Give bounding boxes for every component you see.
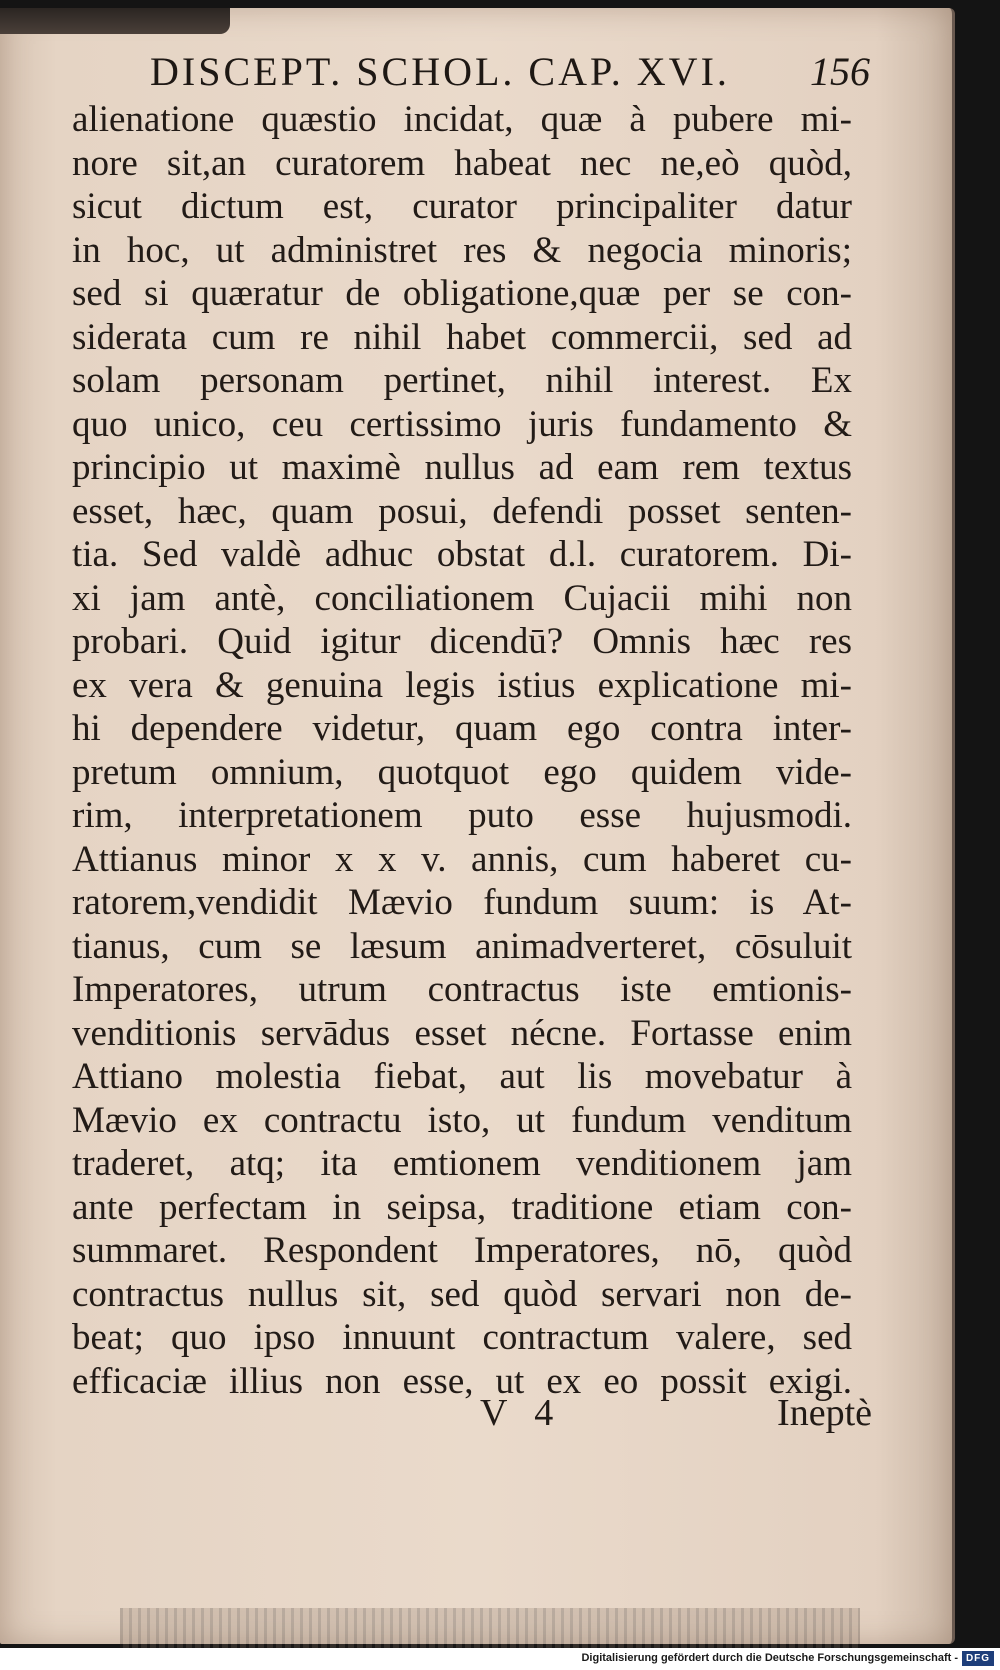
book-page [0, 8, 955, 1644]
text-line: in hoc, ut administret res & negocia minoris; [72, 229, 852, 271]
signature-mark: V 4 [480, 1392, 554, 1434]
page-footer [72, 1391, 872, 1441]
text-line: venditionis servādus esset nécne. Fortasse enim [72, 1012, 852, 1054]
text-line: rim, interpretationem puto esse hujusmodi. [72, 795, 852, 836]
text-line: siderata cum re nihil habet commercii, sed ad [72, 316, 852, 358]
page-top-shadow [0, 8, 230, 34]
credit-text: Digitalisierung gefördert durch die Deutsche Forschungsgemeinschaft - [581, 1652, 958, 1664]
text-line: Mævio ex contractu isto, ut fundum venditum [72, 1099, 852, 1141]
text-line: solam personam pertinet, nihil interest. Ex [72, 360, 852, 401]
running-head: DISCEPT. SCHOL. CAP. XVI. [150, 49, 730, 94]
body-text [72, 98, 852, 1403]
text-line: ante perfectam in seipsa, traditione etiam con- [72, 1186, 852, 1228]
binding-shadow [120, 1608, 860, 1648]
text-line: tia. Sed valdè adhuc obstat d.l. curatorem. Di- [72, 534, 852, 575]
text-line: principio ut maximè nullus ad eam rem textus [72, 447, 852, 488]
text-line: sed si quæratur de obligatione,quæ per se con- [72, 273, 852, 314]
text-line: tianus, cum se læsum animadverteret, cōsuluit [72, 925, 852, 967]
text-line: Attianus minor x x v. annis, cum haberet cu- [72, 838, 852, 880]
text-line: esset, hæc, quam posui, defendi posset senten- [72, 490, 852, 532]
text-line: quo unico, ceu certissimo juris fundamento & [72, 403, 852, 445]
text-line: efficaciæ illius non esse, ut ex eo possit exigi. [72, 1360, 852, 1402]
text-line: traderet, atq; ita emtionem venditionem jam [72, 1143, 852, 1184]
dfg-logo-icon: DFG [962, 1651, 994, 1666]
text-line: contractus nullus sit, sed quòd servari non de- [72, 1273, 852, 1315]
catchword: Ineptè [777, 1392, 872, 1434]
text-line: ex vera & genuina legis istius explicatione mi- [72, 664, 852, 706]
text-line: sicut dictum est, curator principaliter datur [72, 186, 852, 227]
page-number: 156 [810, 49, 870, 94]
text-line: summaret. Respondent Imperatores, nō, quòd [72, 1230, 852, 1271]
text-line: Attiano molestia fiebat, aut lis movebatur à [72, 1056, 852, 1097]
page-header [150, 48, 870, 98]
text-line: xi jam antè, conciliationem Cujacii mihi non [72, 577, 852, 619]
text-line: ratorem,vendidit Mævio fundum suum: is At- [72, 882, 852, 923]
text-line: nore sit,an curatorem habeat nec ne,eò quòd, [72, 142, 852, 184]
text-line: Imperatores, utrum contractus iste emtionis- [72, 969, 852, 1010]
credit-bar [0, 1648, 1000, 1670]
text-line: hi dependere videtur, quam ego contra inter- [72, 708, 852, 749]
text-line: alienatione quæstio incidat, quæ à pubere mi- [72, 99, 852, 140]
text-line: pretum omnium, quotquot ego quidem vide- [72, 751, 852, 793]
text-line: beat; quo ipso innuunt contractum valere, sed [72, 1317, 852, 1358]
text-line: probari. Quid igitur dicendū? Omnis hæc res [72, 621, 852, 662]
